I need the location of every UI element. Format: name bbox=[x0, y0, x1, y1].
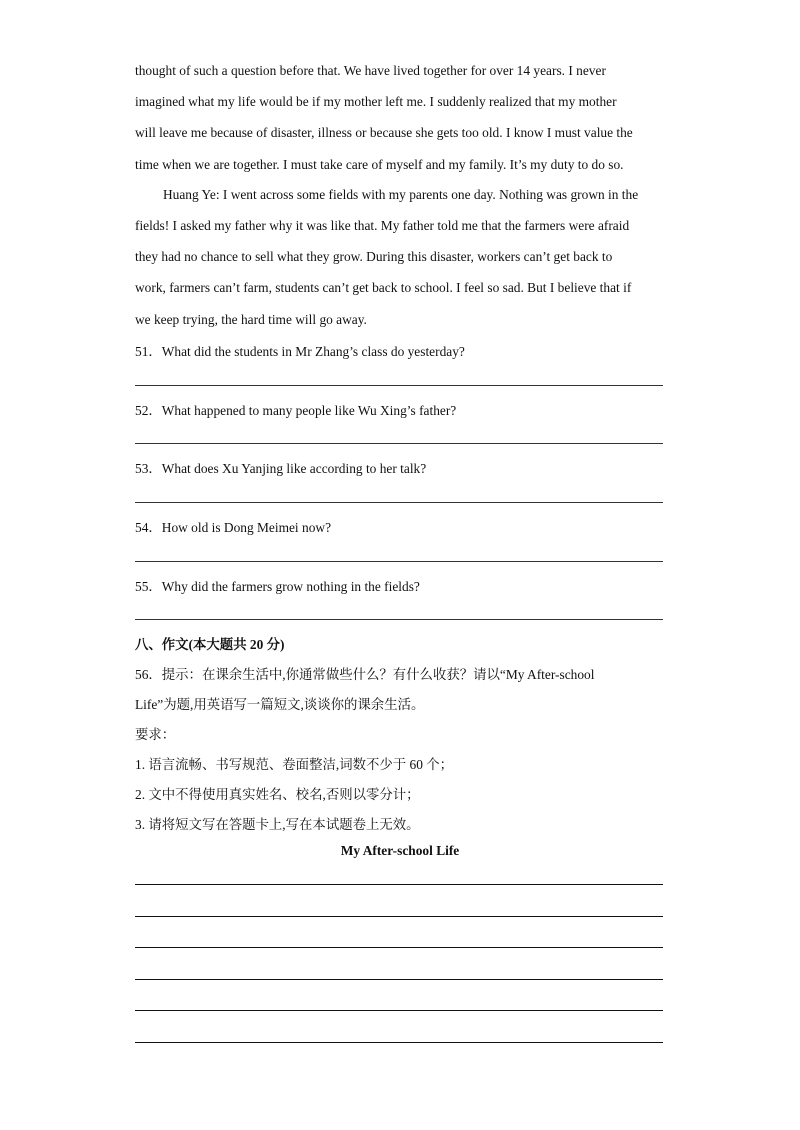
answer-line-54[interactable] bbox=[135, 561, 663, 562]
answer-line-52[interactable] bbox=[135, 443, 663, 444]
requirements-label: 要求： bbox=[135, 727, 176, 742]
passage-line: Huang Ye: I went across some fields with my parents one day. Nothing was grown in the bbox=[163, 187, 639, 202]
requirement-item: 1. 语言流畅、书写规范、卷面整洁,词数不少于 60 个； bbox=[135, 757, 454, 772]
passage-line: thought of such a question before that. We have lived together for over 14 years. I never bbox=[135, 63, 606, 78]
writing-line[interactable] bbox=[135, 947, 663, 948]
passage-line: fields! I asked my father why it was like that. My father told me that the farmers were afraid bbox=[135, 218, 630, 233]
writing-prompt: Life”为题,用英语写一篇短文,谈谈你的课余生活。 bbox=[135, 697, 425, 712]
passage-line: imagined what my life would be if my mother left me. I suddenly realized that my mother bbox=[135, 94, 617, 109]
requirement-item: 2. 文中不得使用真实姓名、校名,否则以零分计； bbox=[135, 787, 420, 802]
section-title: 八、作文(本大题共 20 分) bbox=[135, 637, 285, 652]
writing-line[interactable] bbox=[135, 916, 663, 917]
writing-line[interactable] bbox=[135, 884, 663, 885]
essay-title: My After-school Life bbox=[340, 843, 460, 858]
passage-line: time when we are together. I must take care of myself and my family. It’s my duty to do so. bbox=[135, 157, 624, 172]
requirement-item: 3. 请将短文写在答题卡上,写在本试题卷上无效。 bbox=[135, 817, 420, 832]
writing-line[interactable] bbox=[135, 979, 663, 980]
writing-line[interactable] bbox=[135, 1010, 663, 1011]
question-53: 53．What does Xu Yanjing like according to her talk? bbox=[135, 461, 427, 476]
passage-line: they had no chance to sell what they grow. During this disaster, workers can’t get back to bbox=[135, 249, 613, 264]
answer-line-55[interactable] bbox=[135, 619, 663, 620]
passage-line: will leave me because of disaster, illness or because she gets too old. I know I must value the bbox=[135, 125, 633, 140]
passage-line: we keep trying, the hard time will go away. bbox=[135, 312, 367, 327]
writing-prompt: 56．提示：在课余生活中,你通常做些什么？有什么收获？请以“My After-school bbox=[135, 667, 595, 682]
writing-line[interactable] bbox=[135, 1042, 663, 1043]
answer-line-53[interactable] bbox=[135, 502, 663, 503]
passage-line: work, farmers can’t farm, students can’t get back to school. I feel so sad. But I believe that if bbox=[135, 280, 632, 295]
question-54: 54．How old is Dong Meimei now? bbox=[135, 520, 332, 535]
question-52: 52．What happened to many people like Wu Xing’s father? bbox=[135, 403, 457, 418]
answer-line-51[interactable] bbox=[135, 385, 663, 386]
question-55: 55．Why did the farmers grow nothing in the fields? bbox=[135, 579, 420, 594]
question-51: 51．What did the students in Mr Zhang’s class do yesterday? bbox=[135, 344, 465, 359]
